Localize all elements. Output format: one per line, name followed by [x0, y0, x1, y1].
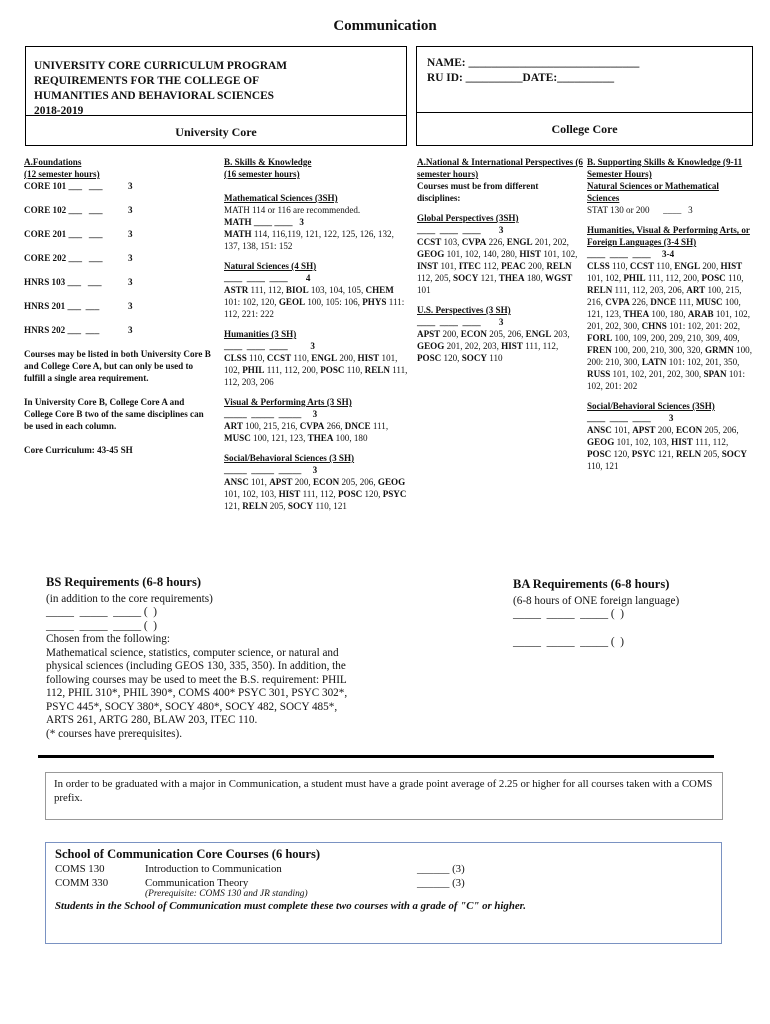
- natural-sciences-list: [224, 284, 410, 320]
- foundations-heading: A.Foundations: [24, 157, 82, 167]
- supporting-soc-title: Social/Behavioral Sciences (3SH): [587, 401, 715, 411]
- ba-blank-1[interactable]: _____ _____ _____ ( ): [513, 608, 624, 620]
- stat-line[interactable]: STAT 130 or 200 ____ 3: [587, 205, 693, 215]
- divider: [417, 112, 752, 113]
- global-title: Global Perspectives (3SH): [417, 213, 519, 223]
- course-label: CORE 102 ___ ___: [24, 205, 103, 215]
- ba-subheading: (6-8 hours of ONE foreign language): [513, 594, 680, 607]
- bs-body: Mathematical science, statistics, computer science, or natural and physical sciences (including GEOS 130, 335, 350). In addition, the following courses may be used to meet the B.S. requirement: PHIL 112, PHIL 310*, PHIL 390*, COMS 400* PSYC 301, PSYC 302*, PSYC 445*, SOCY 380*, SOCY 480*, SOCY 482, SOCY 485*, ARTS 261, ARTG 280, BLAW 203, ITEC 110.: [46, 646, 348, 726]
- foundation-course-row[interactable]: [24, 276, 214, 288]
- bs-blank-1[interactable]: _____ _____ _____ ( ): [46, 606, 157, 618]
- skills-column: [224, 156, 410, 512]
- us-perspectives-list: [417, 328, 583, 364]
- course-hours: 3: [128, 325, 133, 335]
- name-field[interactable]: NAME: ______________________________: [427, 57, 640, 69]
- course-label: CORE 202 ___ ___: [24, 253, 103, 263]
- school-course-code: COMM 330: [55, 877, 109, 889]
- school-core-heading: School of Communication Core Courses (6 hours): [55, 847, 321, 861]
- natural-sciences-blank[interactable]: ____ ____ ____ 4: [224, 273, 311, 283]
- course-list-text: ASTR 111, 112, BIOL 103, 104, 105, CHEM 101: 102, 120, GEOL 100, 105: 106, PHYS 111: 112, 221: 222: [224, 285, 405, 319]
- course-label: HNRS 103 ___ ___: [24, 277, 102, 287]
- course-list-text: ART 100, 215, 216, CVPA 266, DNCE 111, MUSC 100, 121, 123, THEA 100, 180: [224, 421, 389, 443]
- supporting-soc-list: [587, 424, 752, 472]
- global-blank[interactable]: ____ ____ ____ 3: [417, 225, 504, 235]
- supporting-soc-blank[interactable]: ____ ____ ____ 3: [587, 413, 674, 423]
- foundations-column: [24, 156, 214, 456]
- ba-blank-2[interactable]: _____ _____ _____ ( ): [513, 635, 624, 648]
- bs-blank-2[interactable]: _____ _____ _____ ( ): [46, 619, 157, 632]
- foundations-subheading: (12 semester hours): [24, 169, 100, 179]
- program-title: UNIVERSITY CORE CURRICULUM PROGRAM REQUIREMENTS FOR THE COLLEGE OF HUMANITIES AND BEHAVIORAL SCIENCES 2018-2019: [34, 60, 288, 117]
- perspectives-heading: A.National & International Perspectives (6 semester hours): [417, 157, 583, 179]
- math-course-list: [224, 228, 410, 252]
- foundation-course-row[interactable]: [24, 324, 214, 336]
- humanities-list: [224, 352, 410, 388]
- supporting-heading: B. Supporting Skills & Knowledge (9-11 Semester Hours): [587, 157, 743, 179]
- foundation-course-row[interactable]: [24, 300, 214, 312]
- course-hours: 3: [128, 205, 133, 215]
- bs-chosen: Chosen from the following:: [46, 633, 170, 645]
- program-header-box: [25, 46, 407, 146]
- humanities-blank[interactable]: ____ ____ ____ 3: [224, 341, 315, 351]
- bs-subheading: (in addition to the core requirements): [46, 592, 213, 605]
- course-list-text: CLSS 110, CCST 110, ENGL 200, HIST 101, 102, PHIL 111, 112, 200, POSC 110, RELN 111, 112, 203, 206, ART 100, 215, 216, CVPA 226, DNCE 111, MUSC 100, 121, 123, THEA 100, 180, ARAB 101, 102, 201, 202, 300, CHNS 101: 102, 201: 202, FORL 100, 109, 200, 209, 210, 309, 409, FREN 100, 200, 210, 300, 320, GRMN 100, 200: 210, 300, LATN 101: 102, 201, 350, RUSS 101, 102, 201, 202, 300, SPAN 101: 102, 201: 202: [587, 261, 752, 391]
- school-course-code: COMS 130: [55, 863, 105, 875]
- supporting-hum-title: Humanities, Visual & Performing Arts, or Foreign Languages (3-4 SH): [587, 225, 750, 247]
- supporting-hum-blank[interactable]: ____ ____ ____ 3-4: [587, 249, 675, 259]
- foundation-course-row[interactable]: [24, 252, 214, 264]
- page-title: Communication: [333, 18, 437, 34]
- visual-arts-list: [224, 420, 410, 444]
- student-info-box: [416, 46, 753, 146]
- math-title: Mathematical Sciences (3SH): [224, 193, 338, 203]
- foundation-course-row[interactable]: [24, 180, 214, 192]
- supporting-hum-list: [587, 260, 752, 392]
- note-disciplines: In University Core B, College Core A and College Core B two of the same disciplines can be used in each column.: [24, 397, 204, 431]
- prerequisite-note: (Prerequisite: COMS 130 and JR standing): [145, 889, 308, 899]
- course-hours: 3: [128, 301, 133, 311]
- supporting-column: [587, 156, 752, 472]
- supporting-nat-title: Natural Sciences or Mathematical Sciences: [587, 181, 719, 203]
- bs-heading: BS Requirements (6-8 hours): [46, 575, 201, 589]
- math-blank[interactable]: MATH ____ ____ 3: [224, 217, 304, 227]
- us-perspectives-blank[interactable]: ____ ____ ____ 3: [417, 317, 504, 327]
- course-list-text: ANSC 101, APST 200, ECON 205, 206, GEOG 101, 102, 103, HIST 111, 112, POSC 120, PSYC 121, RELN 205, SOCY 110, 121: [224, 477, 407, 511]
- math-note: MATH 114 or 116 are recommended.: [224, 205, 361, 215]
- college-core-label: College Core: [551, 122, 618, 136]
- skills-heading: B. Skills & Knowledge: [224, 157, 312, 167]
- ba-heading: BA Requirements (6-8 hours): [513, 577, 670, 591]
- ba-requirements: [513, 578, 743, 649]
- school-core-footer: Students in the School of Communication must complete these two courses with a grade of "C" or higher.: [55, 900, 526, 912]
- school-core-box: [45, 842, 722, 944]
- course-list-text: CCST 103, CVPA 226, ENGL 201, 202, GEOG 101, 102, 140, 280, HIST 101, 102, INST 101, ITEC 112, PEAC 200, RELN 112, 205, SOCY 121, THEA 180, WGST 101: [417, 237, 578, 295]
- course-list-text: CLSS 110, CCST 110, ENGL 200, HIST 101, 102, PHIL 111, 112, 200, POSC 110, RELN 111, 112, 203, 206: [224, 353, 408, 387]
- course-hours: 3: [128, 229, 133, 239]
- core-total: Core Curriculum: 43-45 SH: [24, 445, 133, 455]
- course-label: HNRS 201 ___ ___: [24, 301, 100, 311]
- school-course-blank[interactable]: ______ (3): [417, 863, 465, 875]
- id-date-field[interactable]: RU ID: __________DATE:__________: [427, 72, 615, 84]
- school-course-blank[interactable]: ______ (3): [417, 877, 465, 889]
- course-hours: 3: [128, 181, 133, 191]
- natural-sciences-title: Natural Sciences (4 SH): [224, 261, 317, 271]
- course-label: CORE 201 ___ ___: [24, 229, 103, 239]
- course-list-text: MATH 114, 116,119, 121, 122, 125, 126, 132, 137, 138, 151: 152: [224, 229, 394, 251]
- foundations-course-list: [24, 180, 214, 336]
- note-listing: Courses may be listed in both University Core B and College Core A, but can only be used to fulfill a single area requirement.: [24, 349, 211, 383]
- school-course-title: Introduction to Communication: [145, 863, 282, 875]
- bs-requirements: [46, 576, 366, 741]
- course-list-text: APST 200, ECON 205, 206, ENGL 203, GEOG 201, 202, 203, HIST 111, 112, POSC 120, SOCY 110: [417, 329, 570, 363]
- visual-arts-blank[interactable]: _____ _____ _____ 3: [224, 409, 318, 419]
- social-sciences-list: [224, 476, 410, 512]
- skills-subheading: (16 semester hours): [224, 169, 300, 179]
- perspectives-column: [417, 156, 583, 364]
- gpa-note: In order to be graduated with a major in Communication, a student must have a grade point average of 2.25 or higher for all courses taken with a COMS prefix.: [45, 772, 723, 820]
- humanities-title: Humanities (3 SH): [224, 329, 297, 339]
- perspectives-note: Courses must be from different disciplines:: [417, 181, 539, 203]
- global-list: [417, 236, 583, 296]
- course-hours: 3: [128, 253, 133, 263]
- course-hours: 3: [128, 277, 133, 287]
- university-core-label: University Core: [175, 125, 257, 139]
- section-separator: [38, 755, 714, 758]
- course-list-text: ANSC 101, APST 200, ECON 205, 206, GEOG 101, 102, 103, HIST 111, 112, POSC 120, PSYC 121, RELN 205, SOCY 110, 121: [587, 425, 747, 471]
- visual-arts-title: Visual & Performing Arts (3 SH): [224, 397, 352, 407]
- divider: [26, 115, 406, 116]
- course-label: CORE 101 ___ ___: [24, 181, 103, 191]
- foundation-course-row[interactable]: [24, 204, 214, 216]
- course-label: HNRS 202 ___ ___: [24, 325, 100, 335]
- us-perspectives-title: U.S. Perspectives (3 SH): [417, 305, 511, 315]
- social-sciences-title: Social/Behavioral Sciences (3 SH): [224, 453, 355, 463]
- school-course-title: Communication Theory: [145, 877, 249, 889]
- social-sciences-blank[interactable]: _____ _____ _____ 3: [224, 465, 318, 475]
- bs-footnote: (* courses have prerequisites).: [46, 727, 183, 740]
- foundation-course-row[interactable]: [24, 228, 214, 240]
